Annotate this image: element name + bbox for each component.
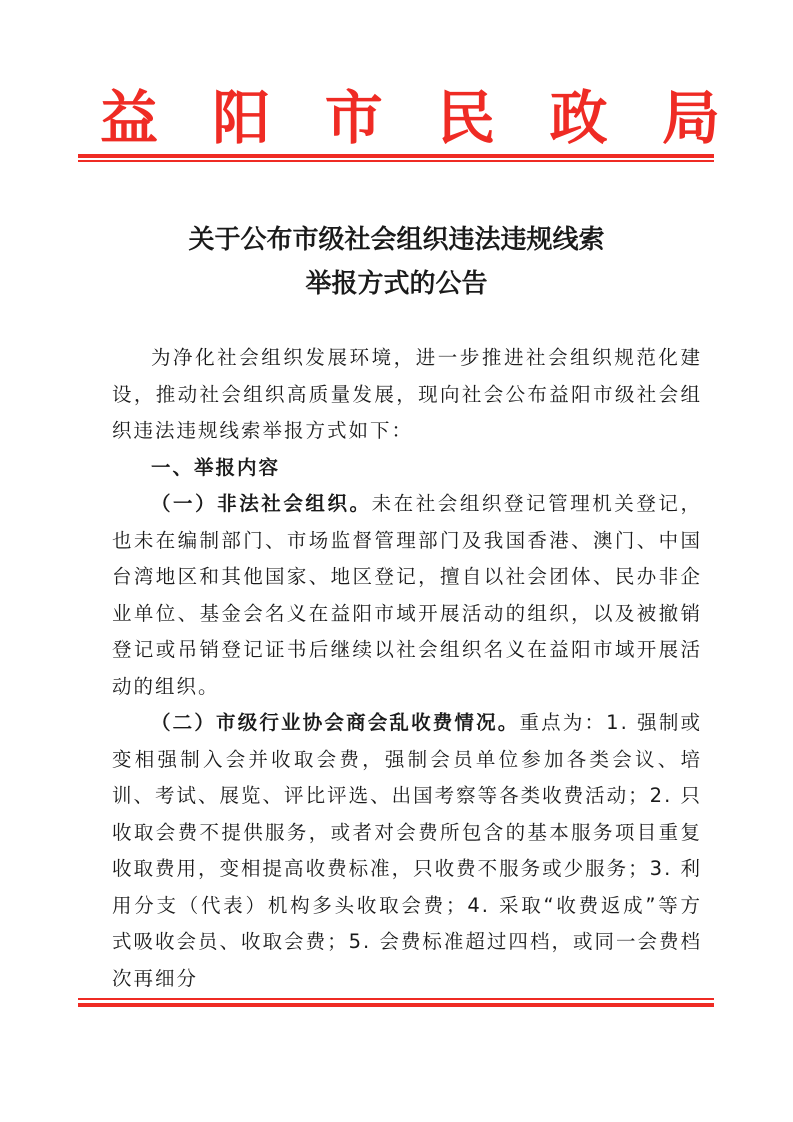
item-1-lead: （一）非法社会组织。 xyxy=(151,492,372,515)
footer-rule-thin xyxy=(78,998,714,1000)
document-title-line-1: 关于公布市级社会组织违法违规线索 xyxy=(188,225,605,255)
masthead-char: 局 xyxy=(661,84,720,152)
masthead-char: 市 xyxy=(324,84,383,152)
footer-rule-thick xyxy=(78,1003,714,1007)
section-heading: 一、举报内容 xyxy=(151,455,281,479)
item-2-text: 重点为：1. 强制或变相强制入会并收取会费，强制会员单位参加各类会议、培训、考试、展览、评比评选、出国考察等各类收费活动；2. 只收取会费不提供服务，或者对会费所包含的基本服务项目重复收取费用，变相提高收费标准，只收费不服务或少服务；3. 利用分支（代表）机构多头收取会费；4. 采取“收费返成”等方式吸收会员、收取会费；5. 会费标准超过四档，或同一会费档次再细分 xyxy=(112,711,702,990)
document-body xyxy=(112,340,702,997)
item-1-paragraph xyxy=(112,486,702,705)
item-2-paragraph xyxy=(112,705,702,997)
item-1-text: 未在社会组织登记管理机关登记，也未在编制部门、市场监督管理部门及我国香港、澳门、中国台湾地区和其他国家、地区登记，擅自以社会团体、民办非企业单位、基金会名义在益阳市域开展活动的组织，以及被撤销登记或吊销登记证书后继续以社会组织名义在益阳市域开展活动的组织。 xyxy=(112,492,702,698)
masthead xyxy=(100,78,720,158)
header-rule-thin xyxy=(78,160,714,162)
masthead-char: 益 xyxy=(100,84,159,152)
header-rule-thick xyxy=(78,154,714,158)
item-2-lead: （二）市级行业协会商会乱收费情况。 xyxy=(151,711,520,734)
masthead-char: 政 xyxy=(549,84,608,152)
masthead-char: 民 xyxy=(437,84,496,152)
masthead-char: 阳 xyxy=(212,84,271,152)
intro-paragraph: 为净化社会组织发展环境，进一步推进社会组织规范化建设，推动社会组织高质量发展，现向社会公布益阳市级社会组织违法违规线索举报方式如下： xyxy=(112,346,702,442)
document-title-line-2: 举报方式的公告 xyxy=(305,269,488,299)
